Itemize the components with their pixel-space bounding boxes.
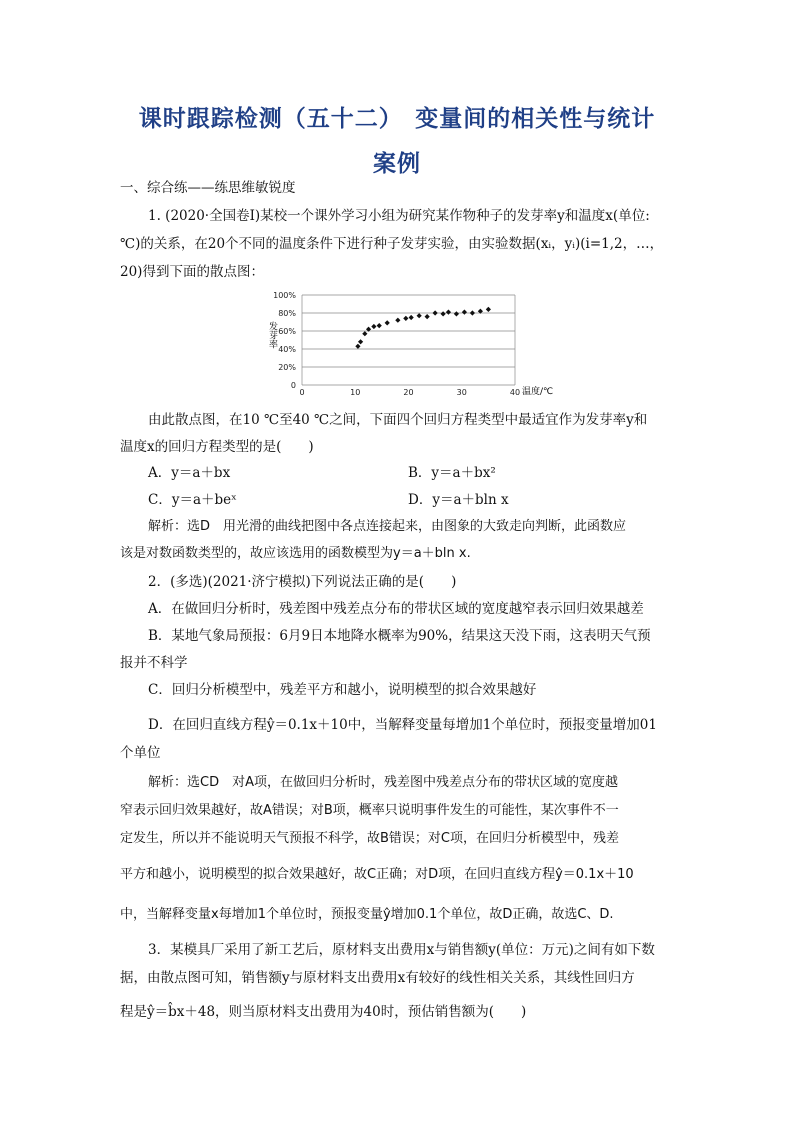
data-point — [377, 323, 382, 328]
q2-analysis-line-5: 中，当解释变量x每增加1个单位时，预报变量ŷ增加0.1个单位，故D正确，故选C、D. — [120, 907, 614, 922]
data-point — [446, 310, 451, 315]
y-tick-label: 80% — [278, 309, 296, 318]
q2-option-a: A．在做回归分析时，残差图中残差点分布的带状区域的宽度越窄表示回归效果越差 — [148, 601, 644, 617]
q1-question-line-2: 温度x的回归方程类型的是( ) — [120, 439, 314, 455]
y-tick-label: 100% — [273, 291, 296, 300]
q1-question-line-1: 由此散点图，在10 ℃至40 ℃之间，下面四个回归方程类型中最适宜作为发芽率y和 — [148, 412, 648, 428]
y-tick-label: 0 — [290, 381, 296, 390]
data-point — [425, 314, 430, 319]
q2-option-d-line-1: D．在回归直线方程ŷ＝0.1x＋10中，当解释变量每增加1个单位时，预报变量增加01 — [148, 717, 657, 733]
x-tick-label: 30 — [456, 388, 467, 397]
data-point — [486, 307, 491, 312]
data-point — [462, 310, 467, 315]
scatter-chart — [250, 285, 570, 405]
page-title-continued: 案例 — [373, 150, 421, 177]
x-tick-label: 0 — [299, 388, 305, 397]
x-tick-label: 40 — [509, 388, 521, 397]
data-point — [417, 313, 422, 318]
data-point — [403, 316, 408, 321]
y-tick-label: 20% — [278, 363, 296, 372]
q2-analysis-line-4: 平方和越小，说明模型的拟合效果越好，故C正确；对D项，在回归直线方程ŷ＝0.1x＋10 — [120, 867, 634, 882]
q2-analysis-line-2: 窄表示回归效果越好，故A错误；对B项，概率只说明事件发生的可能性，某次事件不一 — [120, 803, 619, 818]
q1-stem-line-3: 20)得到下面的散点图： — [120, 264, 264, 280]
q2-analysis-line-3: 定发生，所以并不能说明天气预报不科学，故B错误；对C项，在回归分析模型中，残差 — [120, 831, 619, 846]
q2-option-d-line-2: 个单位 — [120, 745, 161, 761]
data-point — [355, 344, 360, 349]
q1-option-a: A．y＝a＋bx — [148, 465, 231, 481]
q1-analysis-line-2: 该是对数函数类型的，故应该选用的函数模型为y＝a＋bln x. — [120, 546, 471, 561]
q1-option-b: B．y＝a＋bx² — [408, 465, 496, 481]
q2-option-b-line-2: 报并不科学 — [120, 655, 188, 671]
q2-option-b-line-1: B．某地气象局预报：6月9日本地降水概率为90%，结果这天没下雨，这表明天气预 — [148, 628, 651, 644]
q3-stem-line-2: 据，由散点图可知，销售额y与原材料支出费用x有较好的线性相关关系，其线性回归方 — [120, 970, 635, 986]
data-point — [358, 339, 363, 344]
data-point — [441, 311, 446, 316]
q1-analysis-line-1: 解析：选D 用光滑的曲线把图中各点连接起来，由图象的大致走向判断，此函数应 — [148, 519, 627, 534]
q2-option-c: C．回归分析模型中，残差平方和越小，说明模型的拟合效果越好 — [148, 682, 537, 698]
q2-analysis-line-1: 解析：选CD 对A项，在做回归分析时，残差图中残差点分布的带状区域的宽度越 — [148, 775, 618, 790]
data-point — [433, 310, 438, 315]
data-point — [454, 311, 459, 316]
q1-stem-line-1: 1. (2020·全国卷Ⅰ)某校一个课外学习小组为研究某作物种子的发芽率y和温度x(单位: — [148, 208, 650, 224]
y-tick-label: 60% — [278, 327, 296, 336]
data-point — [371, 324, 376, 329]
q3-stem-line-3: 程是ŷ＝b̂x＋48，则当原材料支出费用为40时，预估销售额为( ) — [120, 1004, 527, 1020]
x-tick-label: 20 — [403, 388, 414, 397]
page-title: 课时跟踪检测（五十二） 变量间的相关性与统计 — [138, 105, 656, 132]
q2-stem: 2．(多选)(2021·济宁模拟)下列说法正确的是( ) — [148, 574, 457, 590]
q1-option-d: D．y＝a＋bln x — [408, 492, 509, 508]
x-tick-label: 10 — [350, 388, 361, 397]
q1-stem-line-2: ℃)的关系，在20个不同的温度条件下进行种子发芽实验，由实验数据(xᵢ，yᵢ)(i=1,2，…， — [120, 236, 664, 252]
data-point — [385, 320, 390, 325]
data-point — [362, 331, 367, 336]
y-axis-label: 发芽率 — [267, 321, 277, 349]
data-point — [395, 318, 400, 323]
data-point — [409, 315, 414, 320]
x-axis-label: 温度/℃ — [522, 387, 554, 397]
y-tick-label: 40% — [278, 345, 296, 354]
section-heading: 一、综合练——练思维敏锐度 — [120, 180, 296, 196]
q1-option-c: C．y＝a＋beˣ — [148, 492, 237, 508]
data-point — [470, 310, 475, 315]
q3-stem-line-1: 3．某模具厂采用了新工艺后，原材料支出费用x与销售额y(单位：万元)之间有如下数 — [148, 942, 655, 958]
